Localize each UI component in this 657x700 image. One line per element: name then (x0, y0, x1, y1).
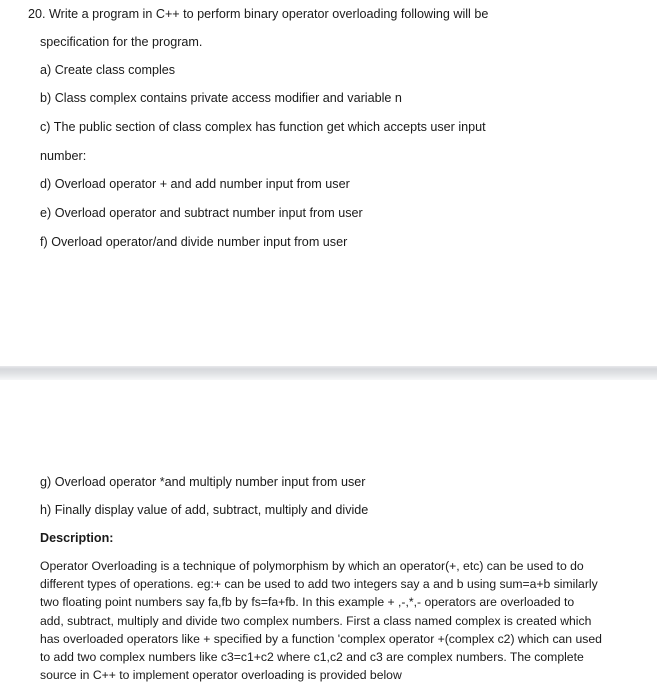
spec-item-g: g) Overload operator *and multiply number input from user (40, 475, 366, 489)
question-title-line-2: specification for the program. (40, 35, 203, 49)
description-line: different types of operations. eg:+ can be used to add two integers say a and b using sum=a+b similarly (40, 577, 598, 592)
spec-item-f: f) Overload operator/and divide number input from user (40, 235, 348, 249)
spec-item-c: c) The public section of class complex has function get which accepts user input (40, 120, 486, 134)
spec-item-d: d) Overload operator + and add number input from user (40, 177, 350, 191)
description-line: add, subtract, multiply and divide two complex numbers. First a class named complex is created which (40, 613, 592, 628)
spec-item-e: e) Overload operator and subtract number input from user (40, 206, 363, 220)
description-line: to add two complex numbers like c3=c1+c2 where c1,c2 and c3 are complex numbers. The complete (40, 650, 584, 665)
spec-item-c-continued: number: (40, 149, 87, 163)
page-divider (0, 366, 657, 380)
description-line: has overloaded operators like + specified by a function 'complex operator +(complex c2) which can used (40, 631, 602, 646)
description-line: source in C++ to implement operator overloading is provided below (40, 668, 402, 683)
question-title-line: 20. Write a program in C++ to perform binary operator overloading following will be (28, 7, 489, 21)
description-line: two floating point numbers say fa,fb by fs=fa+fb. In this example + ,-,*,- operators are overloaded to (40, 595, 575, 610)
description-paragraph (40, 557, 644, 684)
spec-item-h: h) Finally display value of add, subtract, multiply and divide (40, 503, 369, 517)
description-heading: Description: (40, 531, 114, 545)
description-line: Operator Overloading is a technique of polymorphism by which an operator(+, etc) can be used to do (40, 559, 584, 573)
spec-item-b: b) Class complex contains private access modifier and variable n (40, 91, 402, 105)
spec-item-a: a) Create class comples (40, 63, 176, 77)
